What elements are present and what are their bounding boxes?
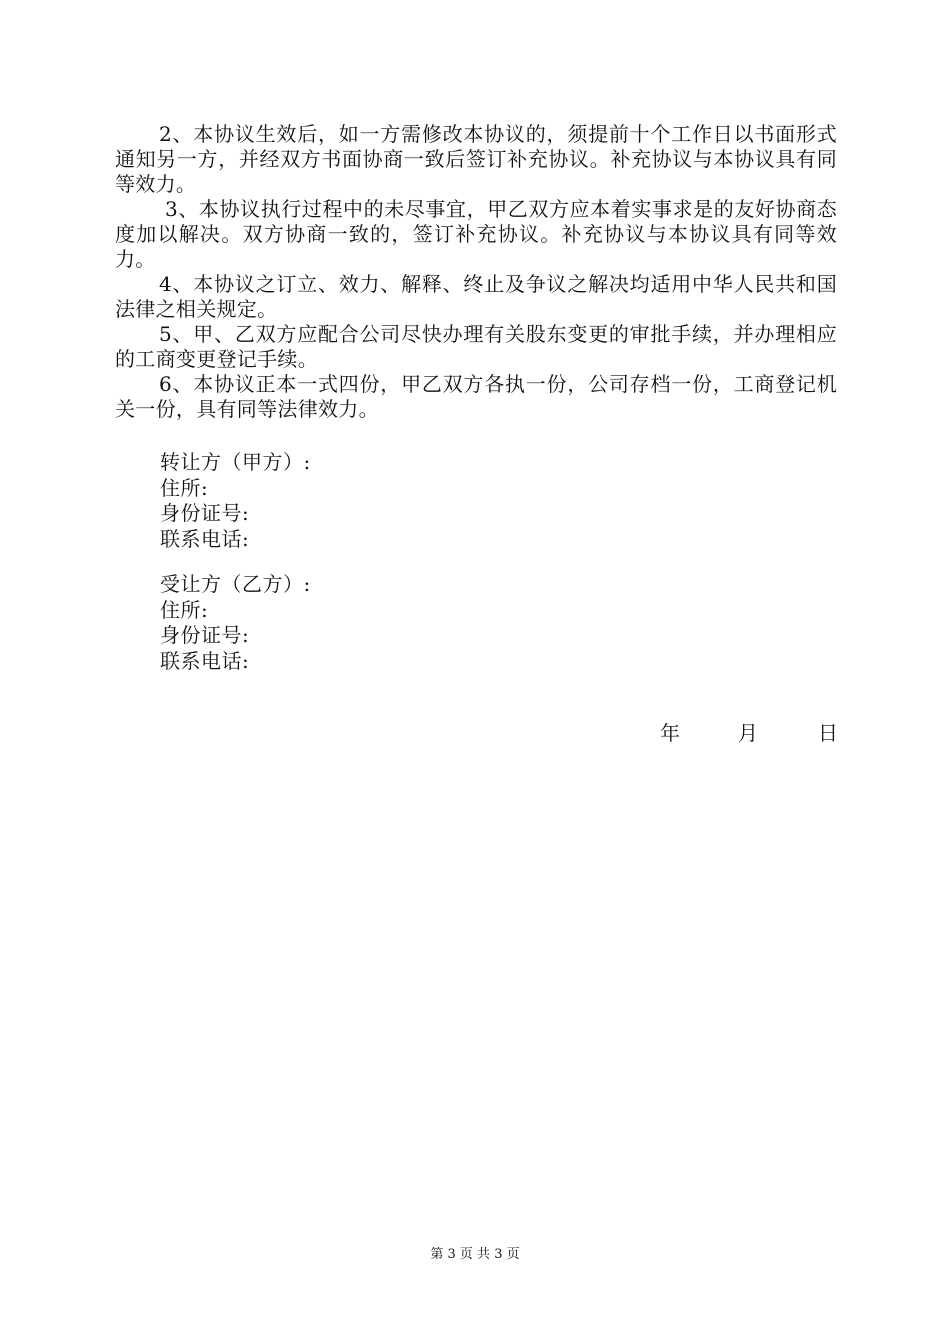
transferee-signature-block [160, 572, 311, 674]
transferor-address-label: 住所: [160, 475, 209, 500]
clause-3: 3、本协议执行过程中的未尽事宜，甲乙双方应本着实事求是的友好协商态度加以解决。双方协商一致的，签订补充协议。补充协议与本协议具有同等效力。 [115, 197, 837, 271]
transferor-phone-label: 联系电话: [160, 526, 250, 551]
agreement-clauses [115, 122, 837, 422]
transferee-id-label: 身份证号: [160, 623, 250, 647]
clause-5: 5、甲、乙双方应配合公司尽快办理有关股东变更的审批手续，并办理相应的工商变更登记手续。 [115, 322, 837, 371]
clause-4: 4、本协议之订立、效力、解释、终止及争议之解决均适用中华人民共和国法律之相关规定。 [115, 272, 837, 321]
date-year-label: 年 [660, 721, 680, 745]
transferee-title: 受让方（乙方）: [160, 572, 311, 596]
transferor-id-label: 身份证号: [160, 501, 250, 525]
date-month-label: 月 [738, 721, 758, 745]
date-day-label: 日 [818, 721, 838, 745]
transferor-signature-block [160, 450, 311, 552]
clause-6: 6、本协议正本一式四份，甲乙双方各执一份，公司存档一份，工商登记机关一份，具有同等法律效力。 [115, 372, 837, 421]
clause-2: 2、本协议生效后，如一方需修改本协议的，须提前十个工作日以书面形式通知另一方，并经双方书面协商一致后签订补充协议。补充协议与本协议具有同等效力。 [115, 122, 837, 196]
transferee-phone-label: 联系电话: [160, 648, 250, 673]
transferee-address-label: 住所: [160, 597, 209, 622]
page-footer: 第 3 页 共 3 页 [430, 1247, 520, 1262]
transferor-title: 转让方（甲方）: [160, 450, 311, 474]
